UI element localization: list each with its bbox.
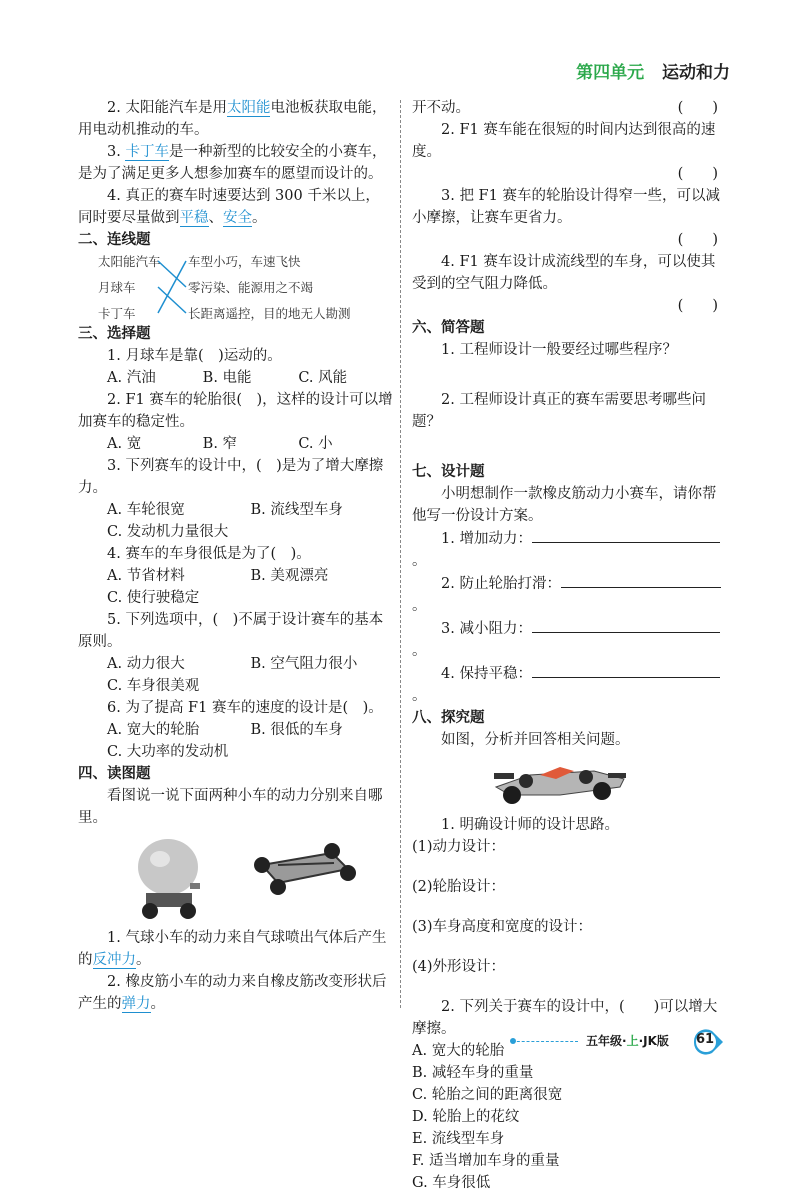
section-8-title: 八、探究题: [412, 710, 485, 726]
section-7-title: 七、设计题: [412, 464, 485, 480]
section-8-intro: 如图，分析并回答相关问题。: [441, 732, 630, 748]
fill-q4: 4. 真正的赛车时速要达到 300 千米以上，同时要尽量做到平稳、安全。: [78, 188, 380, 226]
right-column: [412, 97, 724, 1194]
choice-q6-options: [78, 719, 394, 741]
section-4-title: 四、读图题: [78, 766, 151, 782]
option: C. 车身很美观: [107, 678, 200, 694]
choice-q4: 4. 赛车的车身很低是为了( )。: [107, 546, 311, 562]
match-lines: [156, 251, 188, 323]
rubber-band-car-image: [248, 835, 358, 901]
option: A. 节省材料: [107, 568, 185, 584]
option: C. 大功率的发动机: [107, 744, 229, 760]
grade-label: 五年级·上·JK版: [586, 1034, 669, 1048]
option: B. 电能: [202, 370, 252, 386]
option: B. 窄: [202, 436, 238, 452]
explore-q2-option-g: G. 车身很低: [412, 1175, 491, 1191]
short-q1: 1. 工程师设计一般要经过哪些程序？: [441, 342, 677, 358]
section-3-title: 三、选择题: [78, 326, 151, 342]
tf-q3-paren: ( ): [677, 232, 718, 248]
section-4-answer-1: 1. 气球小车的动力来自气球喷出气体后产生的反冲力。: [78, 930, 387, 968]
tf-q4: 4. F1 赛车设计成流线型的车身，可以使其受到的空气阻力降低。: [412, 254, 716, 292]
topic-title: 运动和力: [662, 63, 730, 83]
match-right-2: 零污染、能源用之不竭: [188, 280, 314, 295]
section-4-answer-2: 2. 橡皮筋小车的动力来自橡皮筋改变形状后产生的弹力。: [78, 974, 387, 1012]
unit-title: 第四单元: [576, 63, 645, 83]
match-left-3: 卡丁车: [98, 306, 136, 321]
column-divider: [400, 100, 401, 1008]
explore-q2-option-a: A. 宽大的轮胎: [412, 1043, 505, 1059]
left-column: [78, 97, 394, 1015]
option: B. 很低的车身: [250, 722, 343, 738]
footer-dash: [512, 1041, 578, 1042]
choice-q2: 2. F1 赛车的轮胎很( )，这样的设计可以增加赛车的稳定性。: [78, 392, 393, 430]
choice-q3: 3. 下列赛车的设计中，( )是为了增大摩擦力。: [78, 458, 384, 496]
section-7-intro: 小明想制作一款橡皮筋动力小赛车，请你帮他写一份设计方案。: [412, 486, 717, 524]
option: A. 汽油: [107, 370, 156, 386]
choice-q3-options: [78, 499, 394, 521]
explore-q1-item-3: (3)车身高度和宽度的设计：: [412, 919, 593, 935]
fill-q3: 3. 卡丁车是一种新型的比较安全的小赛车，是为了满足更多人想参加赛车的愿望而设计的。: [78, 144, 387, 182]
option: C. 风能: [298, 370, 348, 386]
section-6-title: 六、简答题: [412, 320, 485, 336]
option: C. 发动机力量很大: [107, 524, 229, 540]
page-number: 61: [696, 1032, 715, 1047]
choice-q6: 6. 为了提高 F1 赛车的速度的设计是( )。: [107, 700, 383, 716]
explore-q1-item-4: (4)外形设计：: [412, 959, 506, 975]
option: A. 车轮很宽: [107, 502, 185, 518]
match-left-1: 太阳能汽车: [98, 254, 161, 269]
f1-car-image: [490, 757, 630, 807]
section-2-title: 二、连线题: [78, 232, 151, 248]
tf-q1-cont: 开不动。 ( ): [412, 100, 718, 116]
explore-q1-item-2: (2)轮胎设计：: [412, 879, 506, 895]
option: C. 小: [298, 436, 333, 452]
option: B. 美观漂亮: [250, 568, 329, 584]
choice-q1: 1. 月球车是靠( )运动的。: [107, 348, 282, 364]
choice-q2-options: [78, 433, 394, 455]
choice-q4-options: [78, 565, 394, 587]
balloon-car-image: [134, 835, 208, 923]
design-item-1: 1. 增加动力：。: [412, 527, 724, 572]
design-item-3: 3. 减小阻力：。: [412, 617, 724, 662]
explore-q2-option-e: E. 流线型车身: [412, 1131, 505, 1147]
section-4-intro: 看图说一说下面两种小车的动力分别来自哪里。: [78, 788, 383, 826]
option: C. 使行驶稳定: [107, 590, 200, 606]
choice-q5-options: [78, 653, 394, 675]
choice-q5: 5. 下列选项中，( )不属于设计赛车的基本原则。: [78, 612, 384, 650]
tf-q2-paren: ( ): [677, 166, 718, 182]
toy-car-images: [134, 835, 394, 923]
match-left-2: 月球车: [98, 280, 136, 295]
option: A. 宽大的轮胎: [107, 722, 200, 738]
option: A. 动力很大: [107, 656, 185, 672]
design-item-2: 2. 防止轮胎打滑：。: [412, 572, 724, 617]
explore-q1: 1. 明确设计师的设计思路。: [441, 817, 619, 833]
explore-q1-item-1: (1)动力设计：: [412, 839, 506, 855]
matching-exercise: [78, 251, 394, 323]
tf-q2: 2. F1 赛车能在很短的时间内达到很高的速度。: [412, 122, 716, 160]
option: A. 宽: [107, 436, 142, 452]
tf-q4-paren: ( ): [677, 298, 718, 314]
design-item-4: 4. 保持平稳：。: [412, 662, 724, 707]
choice-q1-options: [78, 367, 394, 389]
explore-q2-option-f: F. 适当增加车身的重量: [412, 1153, 560, 1169]
tf-q3: 3. 把 F1 赛车的轮胎设计得窄一些，可以减小摩擦，让赛车更省力。: [412, 188, 720, 226]
page-header: [576, 58, 730, 83]
page-number-badge: [692, 1028, 724, 1056]
short-q2: 2. 工程师设计真正的赛车需要思考哪些问题？: [412, 392, 706, 430]
option: B. 空气阻力很小: [250, 656, 358, 672]
match-right-1: 车型小巧，车速飞快: [188, 254, 301, 269]
page-footer: [512, 1031, 752, 1053]
option: B. 流线型车身: [250, 502, 343, 518]
explore-q2-option-d: D. 轮胎上的花纹: [412, 1109, 520, 1125]
explore-q2-option-b: B. 减轻车身的重量: [412, 1065, 534, 1081]
fill-q2: 2. 太阳能汽车是用太阳能电池板获取电能，用电动机推动的车。: [78, 100, 387, 138]
explore-q2: 2. 下列关于赛车的设计中，( )可以增大摩擦。: [412, 999, 718, 1037]
explore-q2-option-c: C. 轮胎之间的距离很宽: [412, 1087, 563, 1103]
match-right-3: 长距离遥控，目的地无人勘测: [188, 306, 351, 321]
